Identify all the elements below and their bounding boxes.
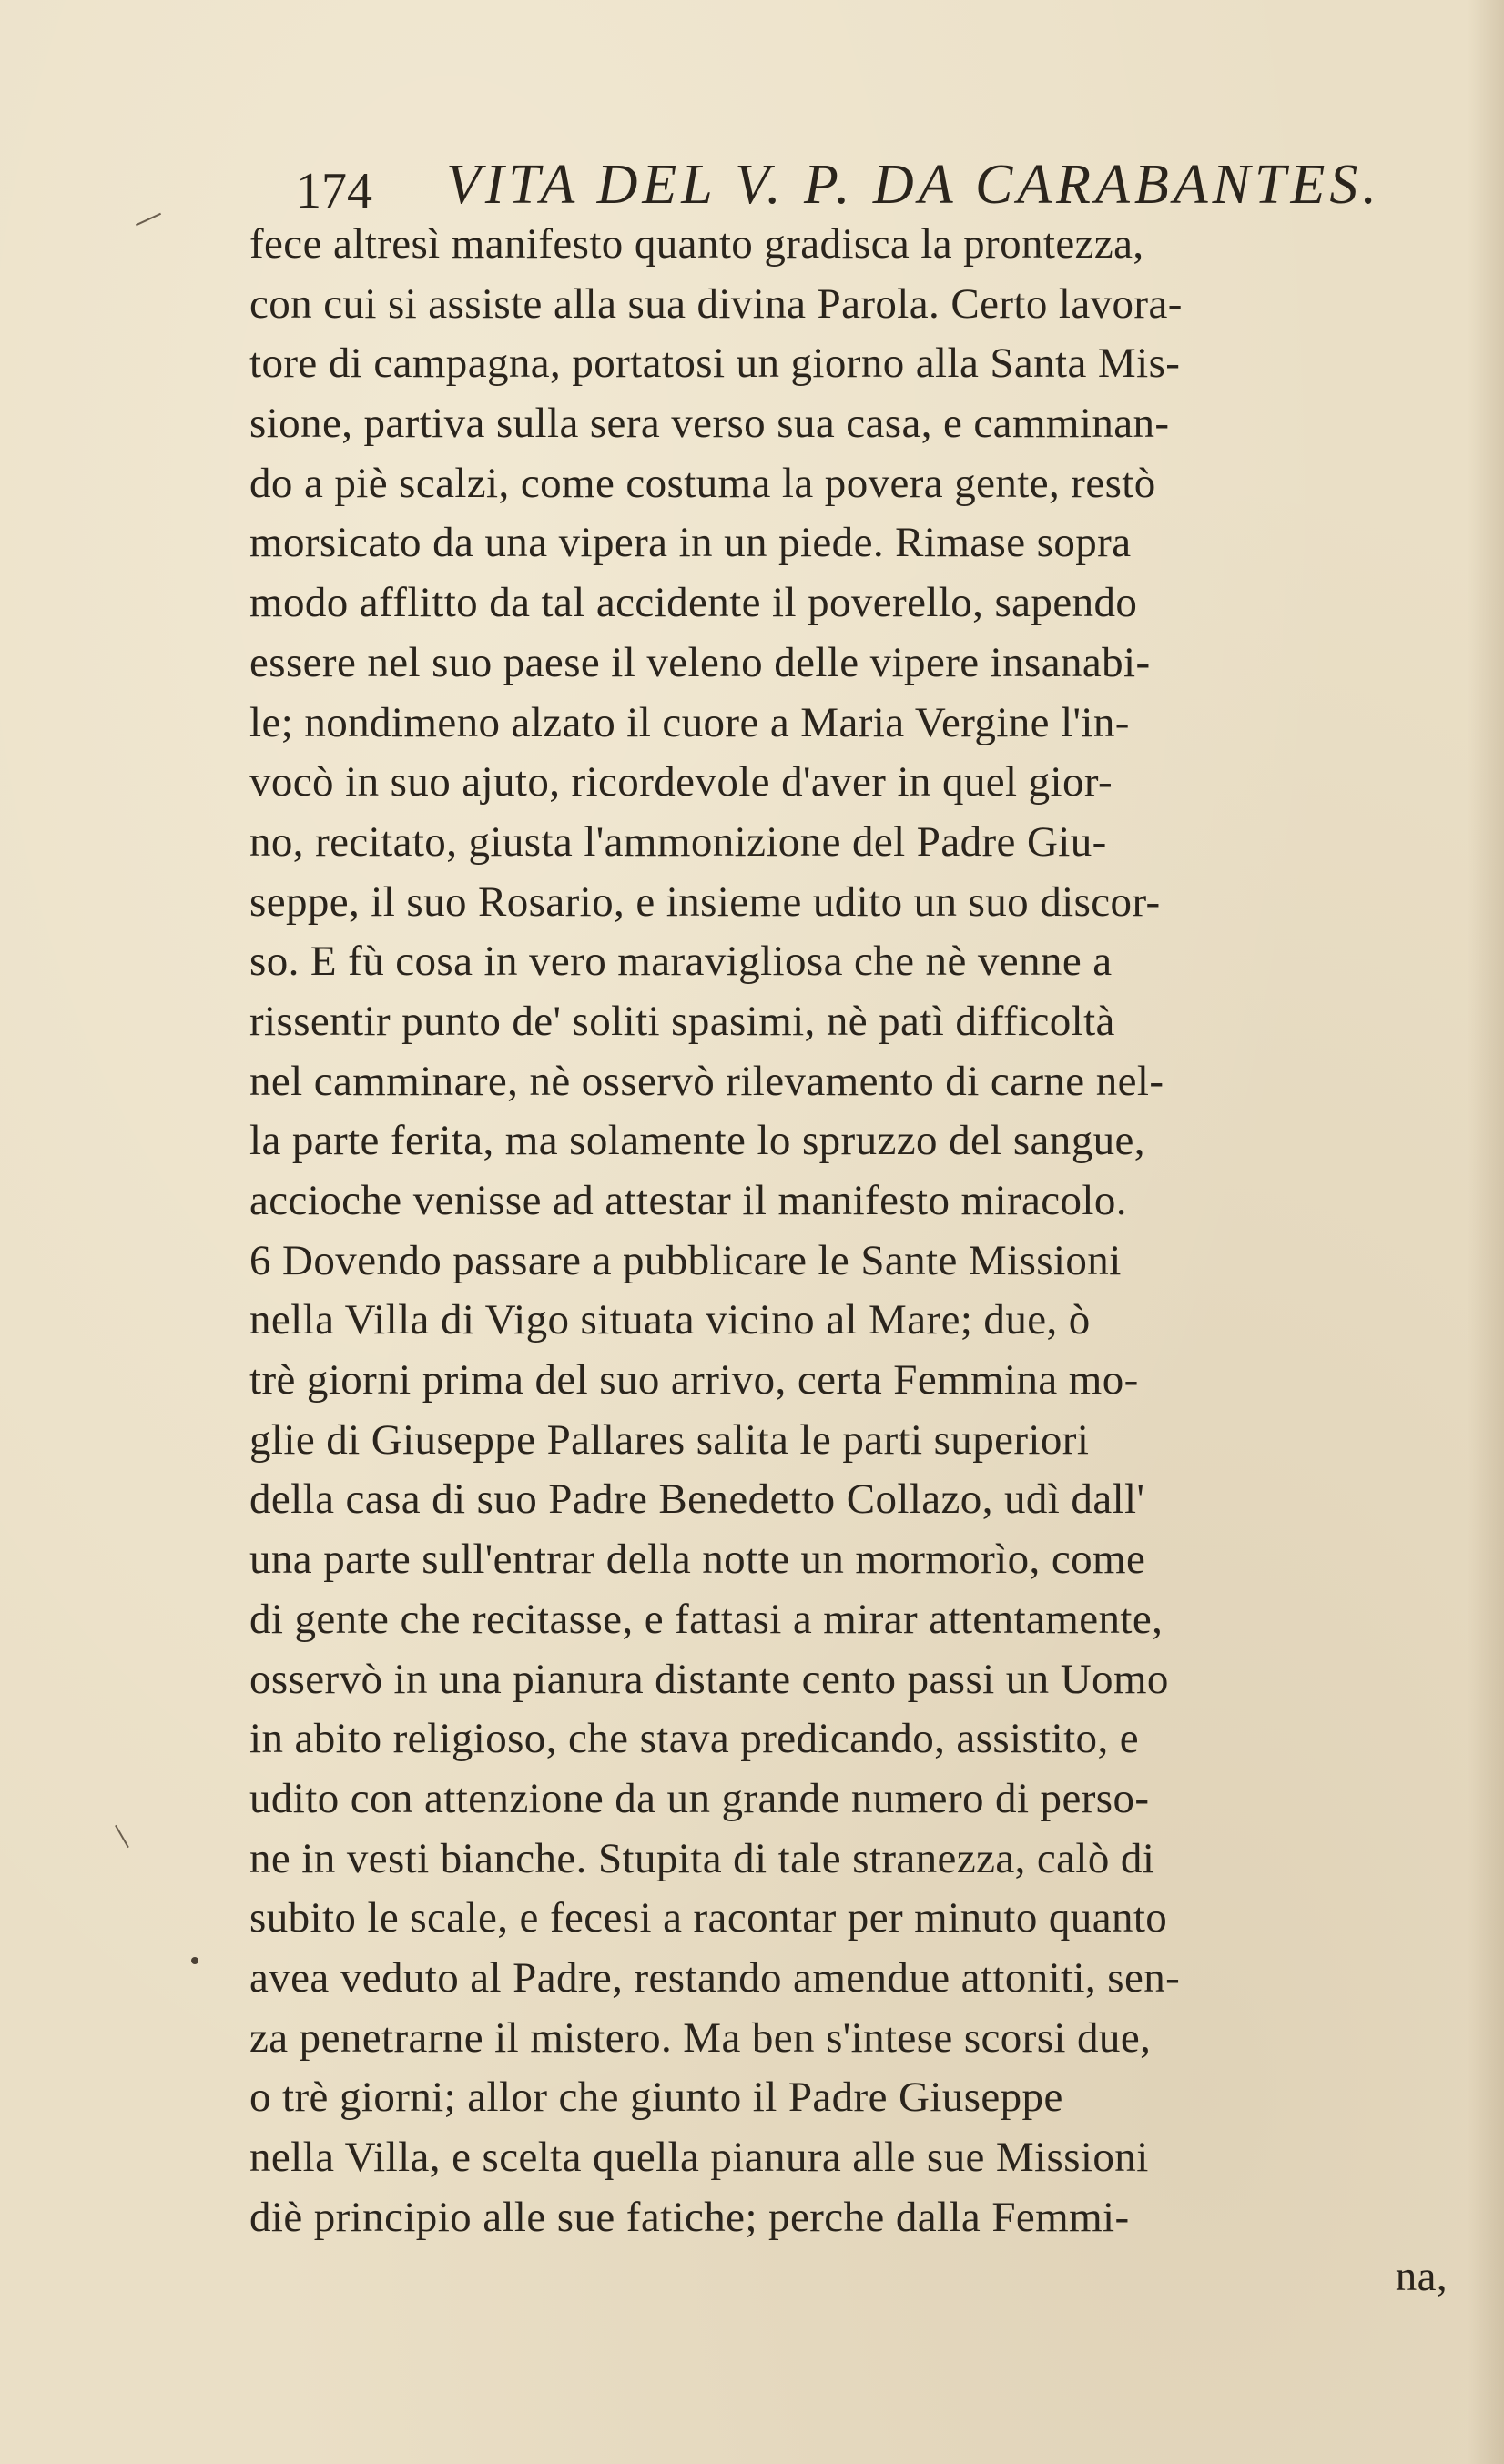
paragraph-start-line: 6 Dovendo passare a pubblicare le Sante Missioni (249, 1236, 1122, 1284)
text-line: osservò in una pianura distante cento passi un Uomo (249, 1655, 1169, 1703)
text-line: udito con attenzione da un grande numero di perso- (249, 1774, 1150, 1822)
text-line: di gente che recitasse, e fattasi a mirar attentamente, (249, 1595, 1164, 1643)
catchword: na, (1395, 2253, 1448, 2301)
text-line: so. E fù cosa in vero maravigliosa che nè venne a (249, 938, 1113, 986)
text-line: subito le scale, e fecesi a racontar per minuto quanto (249, 1894, 1168, 1942)
text-line: trè giorni prima del suo arrivo, certa Femmina mo- (249, 1356, 1139, 1404)
margin-mark (136, 213, 161, 226)
text-line: le; nondimeno alzato il cuore a Maria Vergine l'in- (249, 698, 1130, 746)
running-title: VITA DEL V. P. DA CARABANTES. (446, 154, 1381, 216)
text-line: accioche venisse ad attestar il manifesto miracolo. (249, 1177, 1127, 1224)
text-line: nella Villa, e scelta quella pianura alle sue Missioni (249, 2134, 1149, 2181)
text-line: vocò in suo ajuto, ricordevole d'aver in quel gior- (249, 758, 1113, 806)
text-line: essere nel suo paese il veleno delle vipere insanabi- (249, 638, 1151, 686)
text-line: una parte sull'entrar della notte un mormorìo, come (249, 1536, 1146, 1584)
body-text (249, 215, 1502, 2307)
text-line: sione, partiva sulla sera verso sua casa, e camminan- (249, 400, 1170, 448)
text-line: tore di campagna, portatosi un giorno alla Santa Mis- (249, 340, 1181, 388)
text-line: in abito religioso, che stava predicando, assistito, e (249, 1715, 1140, 1763)
text-line: seppe, il suo Rosario, e insieme udito un suo discor- (249, 877, 1161, 926)
text-line: glie di Giuseppe Pallares salita le parti superiori (249, 1415, 1090, 1464)
text-line: za penetrarne il mistero. Ma ben s'intese scorsi due, (249, 2013, 1152, 2062)
text-line: la parte ferita, ma solamente lo spruzzo del sangue, (249, 1117, 1145, 1165)
text-line: do a piè scalzi, come costuma la povera gente, restò (249, 459, 1156, 507)
text-line: no, recitato, giusta l'ammonizione del Padre Giu- (249, 817, 1107, 866)
text-line: o trè giorni; allor che giunto il Padre Giuseppe (249, 2074, 1063, 2122)
text-line: rissentir punto de' soliti spasimi, nè patì difficoltà (249, 997, 1115, 1045)
text-line: nel camminare, nè osservò rilevamento di carne nel- (249, 1057, 1164, 1105)
text-line: diè principio alle sue fatiche; perche dalla Femmi- (249, 2193, 1130, 2241)
text-line: fece altresì manifesto quanto gradisca la prontezza, (249, 220, 1144, 268)
text-line: della casa di suo Padre Benedetto Collazo, udì dall' (249, 1475, 1145, 1524)
page-number: 174 (296, 163, 372, 219)
text-line: con cui si assiste alla sua divina Parola. Certo lavora- (249, 279, 1183, 328)
margin-mark (115, 1819, 140, 1848)
margin-dot (191, 1957, 198, 1964)
text-line: morsicato da una vipera in un piede. Rimase sopra (249, 519, 1132, 567)
text-line: modo afflitto da tal accidente il poverello, sapendo (249, 579, 1138, 627)
text-line: ne in vesti bianche. Stupita di tale stranezza, calò di (249, 1834, 1155, 1882)
text-line: avea veduto al Padre, restando amendue attoniti, sen- (249, 1953, 1181, 2002)
text-line: nella Villa di Vigo situata vicino al Mare; due, ò (249, 1296, 1091, 1344)
